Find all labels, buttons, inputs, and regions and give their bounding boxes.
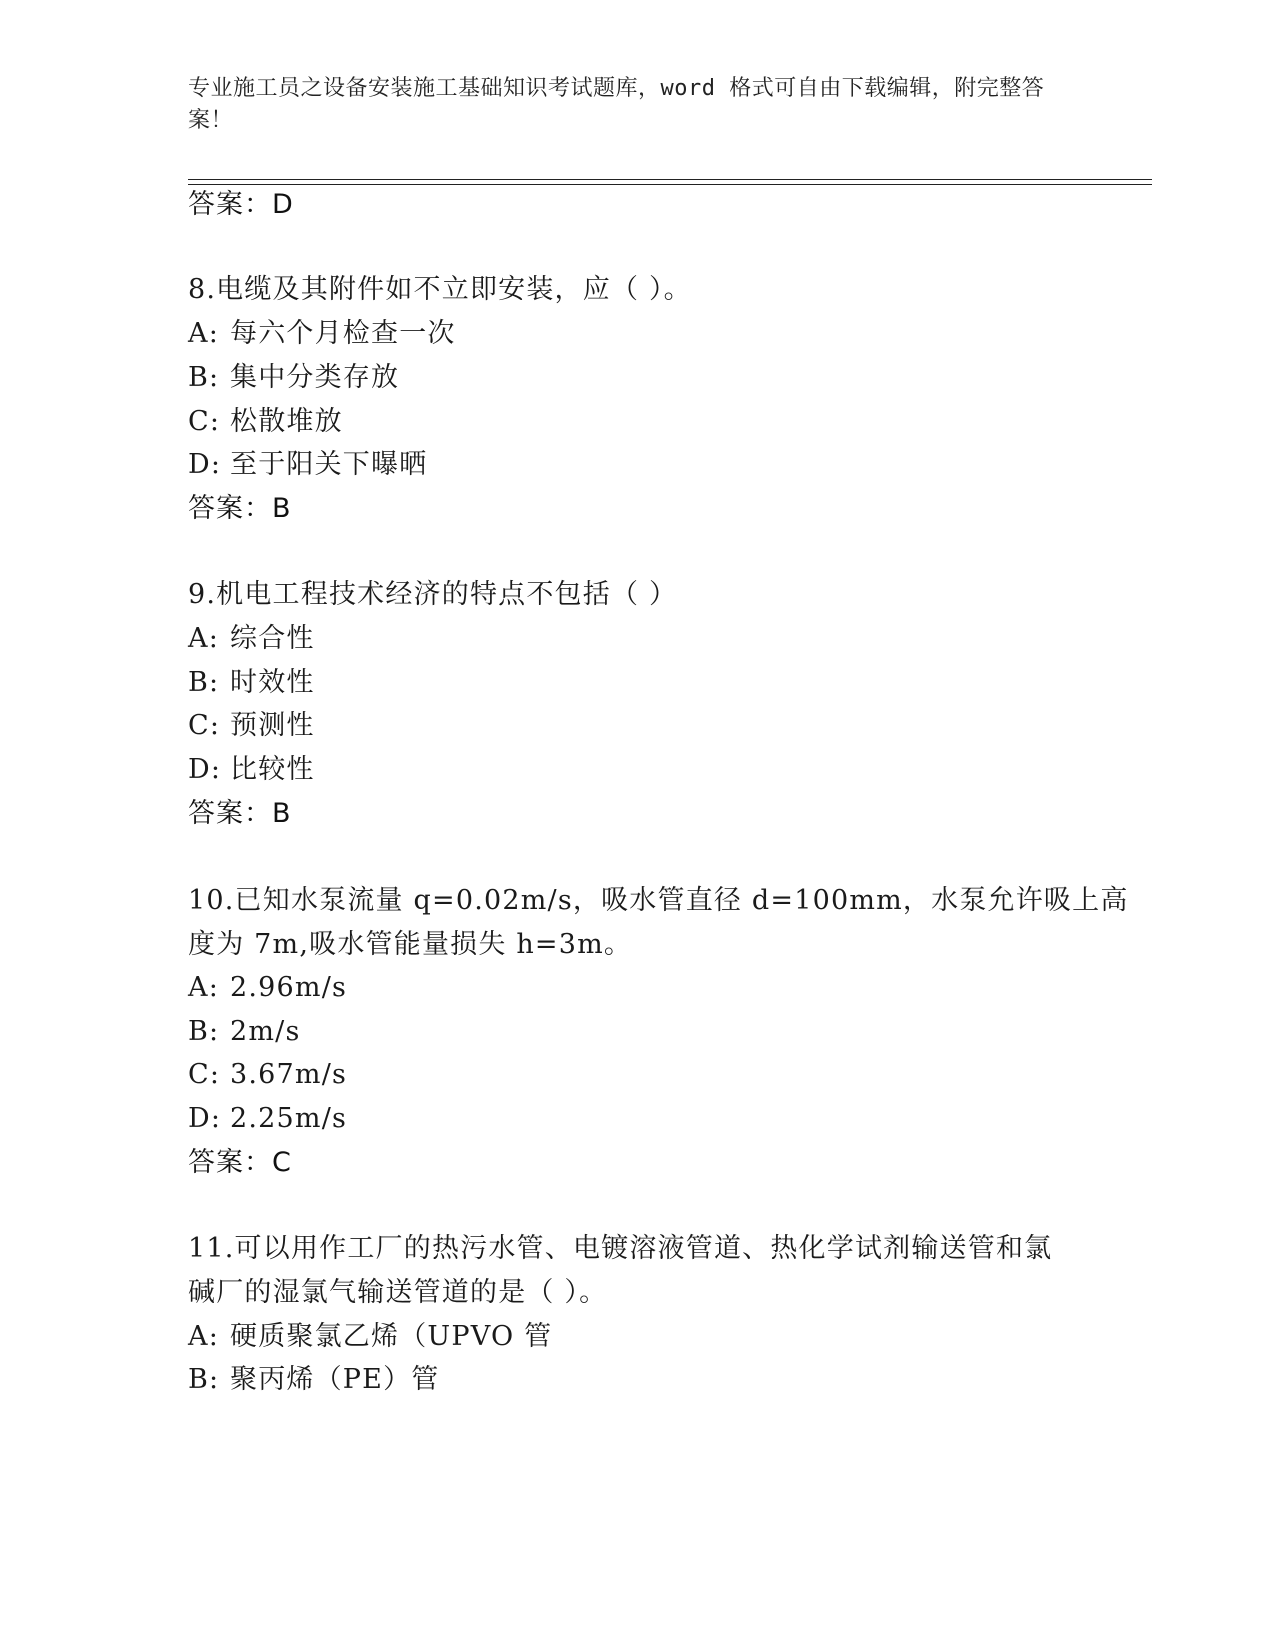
question-10-option-c: C: 3.67m/s bbox=[188, 1059, 348, 1090]
question-11-option-b: B: 聚丙烯（PE）管 bbox=[188, 1364, 440, 1395]
question-10-option-a: A: 2.96m/s bbox=[188, 972, 348, 1003]
question-11-stem-line-1: 11.可以用作工厂的热污水管、电镀溶液管道、热化学试剂输送管和氯 bbox=[188, 1233, 1053, 1264]
question-8-option-c: C: 松散堆放 bbox=[188, 406, 343, 437]
previous-answer: 答案：D bbox=[188, 189, 294, 220]
question-10-stem-line-1: 10.已知水泵流量 q=0.02m/s，吸水管直径 d=100mm，水泵允许吸上高 bbox=[188, 885, 1129, 916]
question-9-option-c: C: 预测性 bbox=[188, 710, 315, 741]
question-11-option-a: A: 硬质聚氯乙烯（UPVO 管 bbox=[188, 1321, 553, 1352]
question-10-answer: 答案：C bbox=[188, 1147, 292, 1178]
question-9-option-b: B: 时效性 bbox=[188, 667, 315, 698]
header-rule-top bbox=[188, 179, 1152, 180]
question-8-stem: 8.电缆及其附件如不立即安装，应（ ）。 bbox=[188, 274, 692, 305]
document-header: 专业施工员之设备安装施工基础知识考试题库，word 格式可自由下载编辑，附完整答案！ bbox=[188, 76, 1045, 133]
question-9-option-a: A: 综合性 bbox=[188, 623, 315, 654]
question-8-option-d: D: 至于阳关下曝晒 bbox=[188, 449, 428, 480]
header-rule-bottom bbox=[188, 184, 1152, 185]
question-9-stem: 9.机电工程技术经济的特点不包括（ ） bbox=[188, 579, 678, 610]
question-8-answer: 答案：B bbox=[188, 493, 292, 524]
question-9-answer: 答案：B bbox=[188, 798, 292, 829]
question-11-stem-line-2: 碱厂的湿氯气输送管道的是（ ）。 bbox=[188, 1277, 608, 1308]
question-9-option-d: D: 比较性 bbox=[188, 754, 315, 785]
question-8-option-a: A: 每六个月检查一次 bbox=[188, 318, 456, 349]
question-10-option-b: B: 2m/s bbox=[188, 1016, 301, 1047]
question-10-stem-line-2: 度为 7m,吸水管能量损失 h=3m。 bbox=[188, 929, 633, 960]
question-8-option-b: B: 集中分类存放 bbox=[188, 362, 400, 393]
question-10-option-d: D: 2.25m/s bbox=[188, 1103, 348, 1134]
